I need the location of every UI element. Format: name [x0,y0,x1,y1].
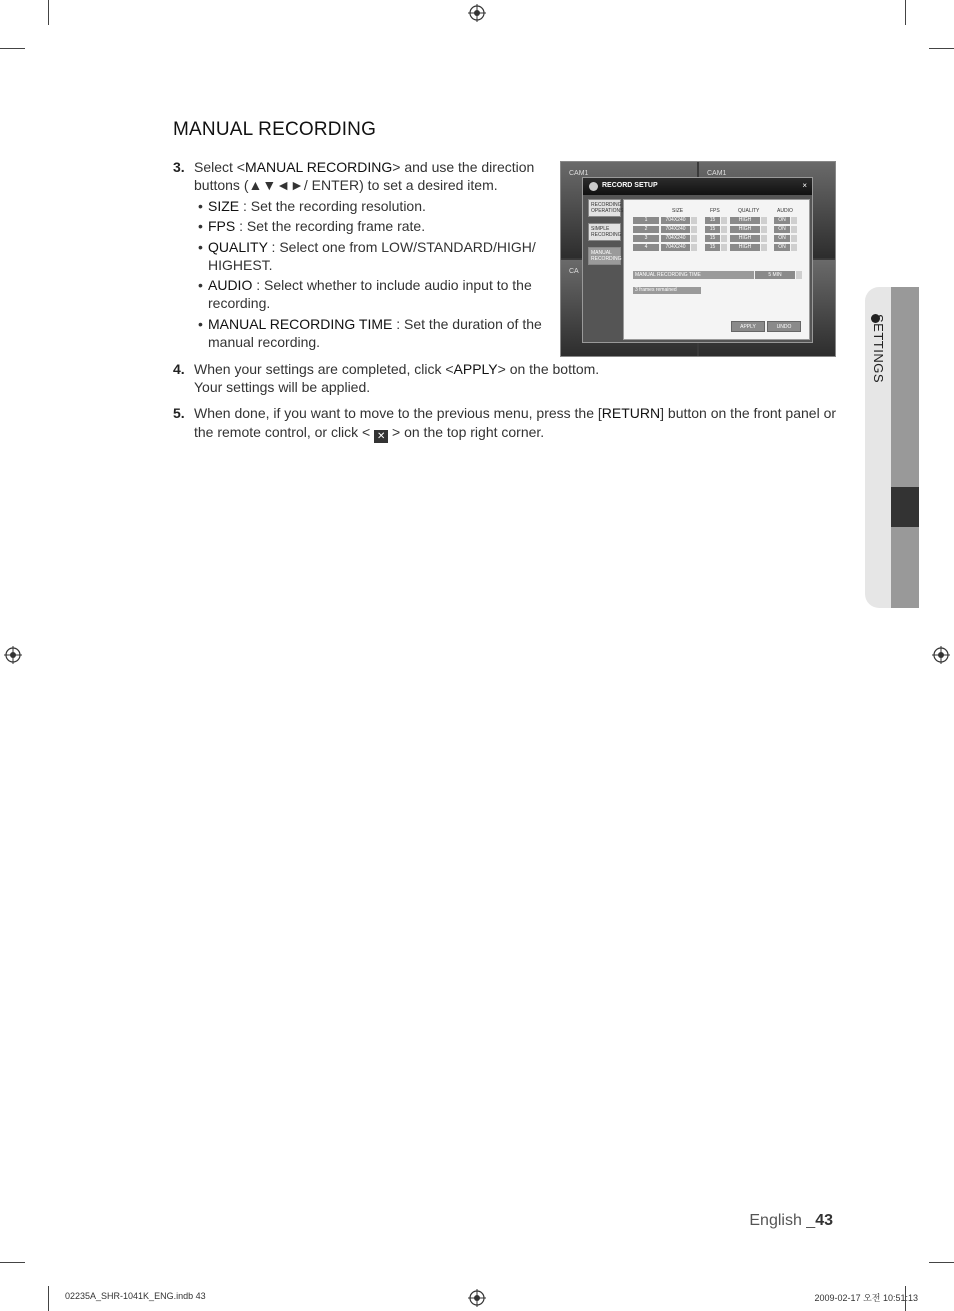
quality-select[interactable]: HIGH [730,235,760,242]
crop-mark [0,48,25,49]
camera-view: CAM1 [699,162,835,258]
step-text: buttons (▲▼◄►/ ENTER) to set a desired item. [194,177,498,193]
size-select[interactable]: 704X240 [661,226,690,233]
size-spinner[interactable] [691,226,697,233]
quality-spinner[interactable] [761,217,767,224]
registration-mark-icon [4,646,22,664]
audio-spinner[interactable] [791,244,797,251]
audio-select[interactable]: ON [774,244,790,251]
fps-spinner[interactable] [721,244,727,251]
registration-mark-icon [468,4,486,22]
crop-mark [0,1262,25,1263]
crop-mark [48,1286,49,1311]
step-text: Your settings will be applied. [194,379,371,395]
list-item: • QUALITY : Select one from LOW/STANDARD/HIGH/ [198,239,536,255]
list-item-continued: HIGHEST. [208,257,273,273]
fps-select[interactable]: 15 [705,226,720,233]
dialog-title: RECORD SETUP [602,182,658,189]
channel-cell: 3 [633,235,659,242]
tab-strip-active [891,487,919,527]
size-select[interactable]: 704X240 [661,235,690,242]
tab-strip [891,287,919,487]
channel-cell: 2 [633,226,659,233]
step-text: When your settings are completed, click <APPLY> on the bottom. [194,361,600,377]
crop-mark [929,48,954,49]
close-icon[interactable]: × [802,181,807,190]
size-select[interactable]: 704X240 [661,244,690,251]
frames-remained-text: 3 frames remained [633,287,701,294]
quality-spinner[interactable] [761,226,767,233]
quality-select[interactable]: HIGH [730,217,760,224]
step-text: Select <MANUAL RECORDING> and use the direction [194,159,535,175]
size-spinner[interactable] [691,217,697,224]
recording-operations-button[interactable]: RECORDING OPERATIONS [588,199,621,217]
section-label: SETTINGS [871,314,886,384]
step-text: When done, if you want to move to the previous menu, press the [RETURN] button on the front panel or [194,405,837,421]
column-header: FPS [710,208,720,214]
record-setup-screenshot [560,161,836,357]
close-icon: ✕ [374,430,388,443]
settings-panel [623,199,810,340]
page-title: MANUAL RECORDING [173,119,377,140]
fps-spinner[interactable] [721,226,727,233]
manual-recording-time-select[interactable]: 5 MIN [755,271,795,279]
step-number: 5. [173,405,185,421]
fps-spinner[interactable] [721,235,727,242]
step-number: 4. [173,361,185,377]
step-number: 3. [173,159,185,175]
manual-recording-button[interactable]: MANUAL RECORDING [588,247,621,265]
fps-spinner[interactable] [721,217,727,224]
crop-mark [905,0,906,25]
list-item-continued: recording. [208,295,271,311]
list-item-continued: manual recording. [208,334,321,350]
step-text: the remote control, or click < ✕ > on the top right corner. [194,424,545,442]
camera-view: CAM1 [561,162,697,258]
fps-select[interactable]: 15 [705,235,720,242]
column-header: AUDIO [777,208,793,214]
time-spinner[interactable] [796,271,802,279]
manual-recording-time-label: MANUAL RECORDING TIME [633,271,754,279]
list-item: • FPS : Set the recording frame rate. [198,218,426,234]
size-spinner[interactable] [691,244,697,251]
page-number: English _43 [749,1212,833,1229]
audio-spinner[interactable] [791,217,797,224]
audio-spinner[interactable] [791,226,797,233]
channel-cell: 1 [633,217,659,224]
fps-select[interactable]: 15 [705,217,720,224]
print-timestamp: 2009-02-17 오전 10:51:13 [814,1293,918,1303]
fps-select[interactable]: 15 [705,244,720,251]
list-item: • AUDIO : Select whether to include audio input to the [198,277,532,293]
list-item: • SIZE : Set the recording resolution. [198,198,426,214]
column-header: SIZE [672,208,684,214]
undo-button[interactable]: UNDO [767,321,801,332]
tab-strip [891,527,919,608]
size-spinner[interactable] [691,235,697,242]
audio-select[interactable]: ON [774,217,790,224]
registration-mark-icon [468,1289,486,1307]
audio-select[interactable]: ON [774,235,790,242]
camera-view: CA [561,260,697,356]
crop-mark [48,0,49,25]
channel-cell: 4 [633,244,659,251]
quality-spinner[interactable] [761,244,767,251]
logo-icon [589,182,598,191]
size-select[interactable]: 704X240 [661,217,690,224]
simple-recording-button[interactable]: SIMPLE RECORDING [588,223,621,241]
record-setup-dialog [582,177,813,343]
quality-select[interactable]: HIGH [730,244,760,251]
registration-mark-icon [932,646,950,664]
crop-mark [929,1262,954,1263]
quality-select[interactable]: HIGH [730,226,760,233]
column-header: QUALITY [738,208,760,214]
quality-spinner[interactable] [761,235,767,242]
file-slug: 02235A_SHR-1041K_ENG.indb 43 [65,1291,206,1301]
audio-select[interactable]: ON [774,226,790,233]
dialog-title-bar [583,178,812,195]
list-item: • MANUAL RECORDING TIME : Set the duration of the [198,316,542,332]
apply-button[interactable]: APPLY [731,321,765,332]
audio-spinner[interactable] [791,235,797,242]
